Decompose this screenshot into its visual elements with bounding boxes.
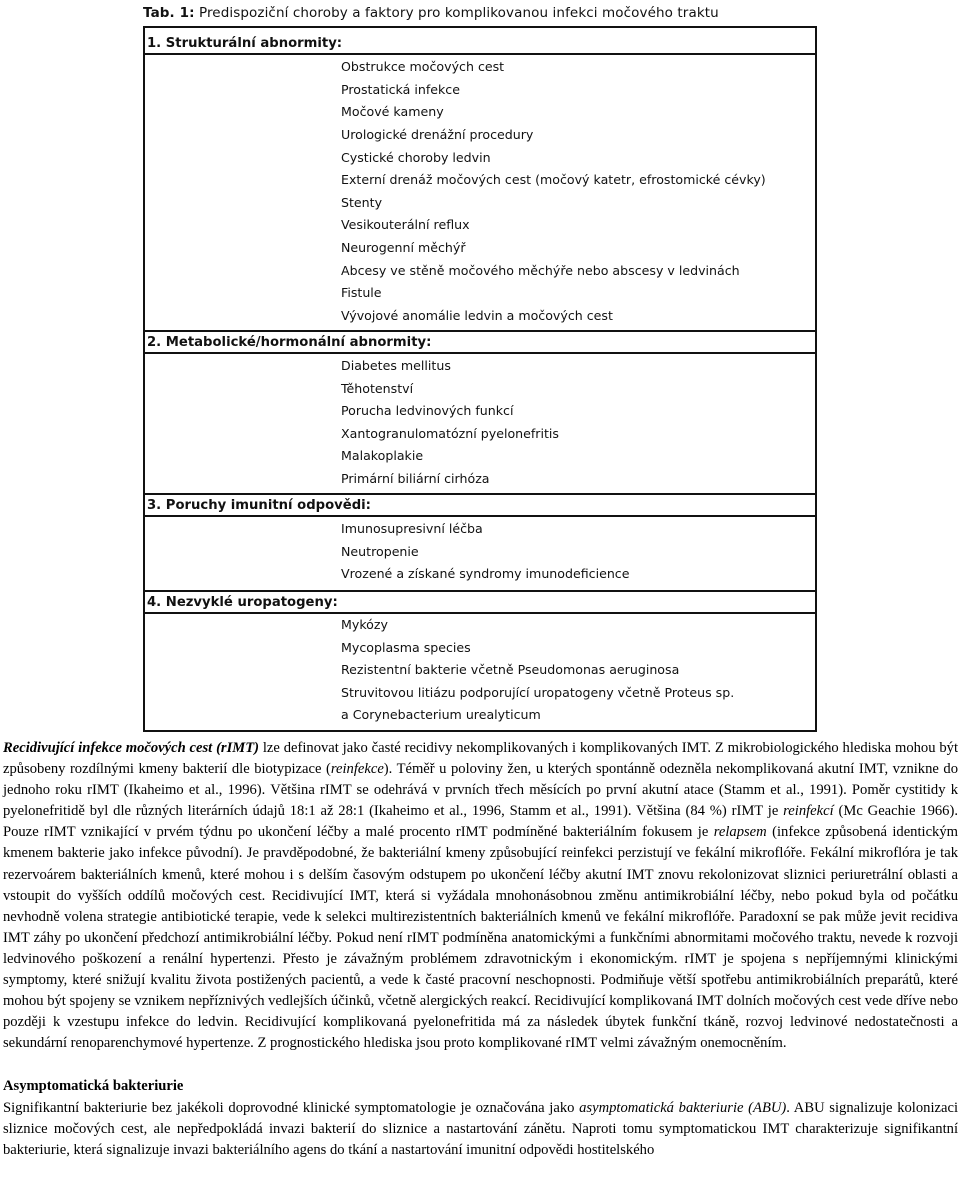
- paragraph-text: ). Téměř u poloviny žen, u kterých spontánně odezněla nekomplikovaná akutní IMT, vznikne do jednoho roku rIMT (Ikaheimo et al., 1996). Většina rIMT se odehrává v prvních třech měsících po první akutní atace (Stamm et al., 1991). Poměr cystitidy k pyelonefritidě byl dle různých literárních údajů 18:1 až 28:1 (Ikaheimo et al., 1996, Stamm et al., 1991). Většina (84 %) rIMT je: [3, 761, 958, 820]
- paragraph-abu: [3, 1098, 958, 1161]
- section-items-metabolic: [341, 355, 559, 491]
- section-items-uropathogens: [341, 614, 734, 727]
- section-heading-structural: 1. Strukturální abnormity:: [147, 36, 343, 51]
- list-item: Těhotenství: [341, 380, 414, 396]
- section-heading-metabolic: 2. Metabolické/hormonální abnormity:: [147, 335, 432, 350]
- paragraph-text: (infekce způsobená identickým kmenem bakterie jako infekce původní). Je pravděpodobné, že bakteriální kmeny způsobující reinfekci perzistují ve fekální mikroflóře. Fekální mikroflóra je tak rezervoárem bakteriálních kmenů, které mohou i s delším časovým odstupem po ukončení léčby akutní IMT znovu rekolonizovat sliznici periuretrální oblasti a vstoupit do vyšších oddílů močových cest. Recidivující IMT, která si vyžádala mnohonásobnou změnu antimikrobiální léčby, nebo pokud byla od počátku nevhodně volena strategie antibiotické terapie, vede k selekci multirezistentních bakteriálních kmenů ve fekální mikroflóře. Paradoxní se pak může jevit recidiva IMT záhy po ukončení předchozí antimikrobiální léčby. Pokud není rIMT podmíněna anatomickými a funkčními abnormitami močového traktu, nevede k rozvoji ledvinového poškození a renální hypertenzi. Přesto je závažným problémem zdravotnickým i ekonomickým. rIMT je spojena s nepříjemnými klinickými symptomy, které snižují kvalitu života postižených pacientů, a vede k časté pracovní neschopnosti. Podmiňuje větší spotřebu antimikrobiálních preparátů, které mohou být spojeny se vznikem nepříznivých vedlejších účinků, včetně alergických reakcí. Recidivující komplikovaná IMT dolních močových cest vede dříve nebo později k vzestupu infekce do ledvin. Recidivující komplikovaná pyelonefritida má za následek úbytek funkční tkáně, rozvoj ledvinové nedostatečnosti a sekundární renoparenchymové hypertenze. Z prognostického hlediska jsou proto komplikované rIMT velmi závažným onemocněním.: [3, 824, 958, 1052]
- paragraph-text: lze definovat jako časté recidivy nekomplikovaných i komplikovaných IMT. Z mikrobiologického hlediska mohou být způsobeny rozdílnými kmeny bakterií dle biotypizace (: [3, 740, 959, 778]
- article-body: [3, 738, 958, 1161]
- list-item: Struvitovou litiázu podporující uropatogeny včetně Proteus sp.: [341, 684, 735, 700]
- list-item: a Corynebacterium urealyticum: [341, 707, 541, 723]
- paragraph-text: . ABU signalizuje kolonizaci sliznice močových cest, ale nepředpokládá invazi bakterií do sliznice a nastartování zánětu. Naproti tomu symptomatickou IMT charakterizuje signifikantní bakteriurie, která signalizuje invazi bakteriálního agens do tkání a nastartování imunitní odpovědi hostitelského: [3, 1099, 958, 1158]
- paragraph-term: reinfekce: [330, 761, 384, 778]
- list-item: Vesikouterální reflux: [341, 217, 470, 233]
- paragraph-text: (Mc Geachie 1966). Pouze rIMT vznikající v prvém týdnu po ukončení léčby a malé procento rIMT podmíněné bakteriálním fokusem je: [3, 803, 958, 841]
- paragraph-term: asymptomatická bakteriurie (ABU): [579, 1099, 787, 1116]
- paragraph-term: reinfekcí: [783, 803, 834, 820]
- list-item: Primární biliární cirhóza: [341, 470, 490, 486]
- section-divider: [143, 515, 815, 517]
- section-divider: [143, 493, 815, 495]
- list-item: Vývojové anomálie ledvin a močových cest: [341, 308, 613, 324]
- section-heading-uropathogens: 4. Nezvyklé uropatogeny:: [147, 595, 338, 610]
- section-heading-abu: Asymptomatická bakteriurie: [3, 1078, 184, 1095]
- list-item: Cystické choroby ledvin: [341, 149, 491, 165]
- list-item: Fistule: [341, 285, 382, 301]
- list-item: Mycoplasma species: [341, 639, 471, 655]
- list-item: Obstrukce močových cest: [341, 59, 505, 74]
- list-item: Imunosupresivní léčba: [341, 521, 483, 536]
- table-figure: [141, 0, 817, 732]
- list-item: Porucha ledvinových funkcí: [341, 403, 514, 419]
- list-item: Externí drenáž močových cest (močový katetr, efrostomické cévky): [341, 172, 766, 188]
- table-title-text: Predispoziční choroby a faktory pro komplikovanou infekci močového traktu: [194, 5, 719, 21]
- list-item: Diabetes mellitus: [341, 358, 451, 373]
- list-item: Močové kameny: [341, 104, 444, 120]
- list-item: Vrozené a získané syndromy imunodeficience: [341, 566, 630, 582]
- list-item: Stenty: [341, 194, 383, 210]
- section-divider: [143, 330, 815, 332]
- section-items-immune: [341, 518, 629, 586]
- list-item: Urologické drenážní procedury: [341, 126, 534, 142]
- list-item: Abcesy ve stěně močového měchýře nebo abscesy v ledvinách: [341, 262, 740, 278]
- section-heading-immune: 3. Poruchy imunitní odpovědi:: [147, 498, 371, 513]
- paragraph-lead-term: Recidivující infekce močových cest (rIMT): [3, 740, 260, 756]
- table-border-right: [815, 26, 817, 732]
- table-border-top: [143, 26, 815, 28]
- paragraph-gap: [3, 1054, 958, 1076]
- table-title: [143, 5, 719, 21]
- list-item: Mykózy: [341, 617, 388, 632]
- section-items-structural: [341, 56, 766, 328]
- list-item: Xantogranulomatózní pyelonefritis: [341, 425, 559, 441]
- paragraph-term: relapsem: [713, 824, 767, 841]
- list-item: Neurogenní měchýř: [341, 240, 466, 256]
- list-item: Neutropenie: [341, 543, 419, 559]
- list-item: Prostatická infekce: [341, 81, 460, 97]
- section-divider: [143, 352, 815, 354]
- paragraph-text: Signifikantní bakteriurie bez jakékoli doprovodné klinické symptomatologie je označována jako: [3, 1099, 580, 1116]
- paragraph-recurrent-uti: [3, 738, 958, 1054]
- list-item: Rezistentní bakterie včetně Pseudomonas aeruginosa: [341, 662, 680, 678]
- table-title-label: Tab. 1:: [143, 5, 195, 21]
- list-item: Malakoplakie: [341, 448, 424, 464]
- section-divider: [143, 590, 815, 592]
- section-divider: [143, 53, 815, 55]
- table-border-bottom: [143, 730, 815, 732]
- table-border-left: [143, 26, 145, 732]
